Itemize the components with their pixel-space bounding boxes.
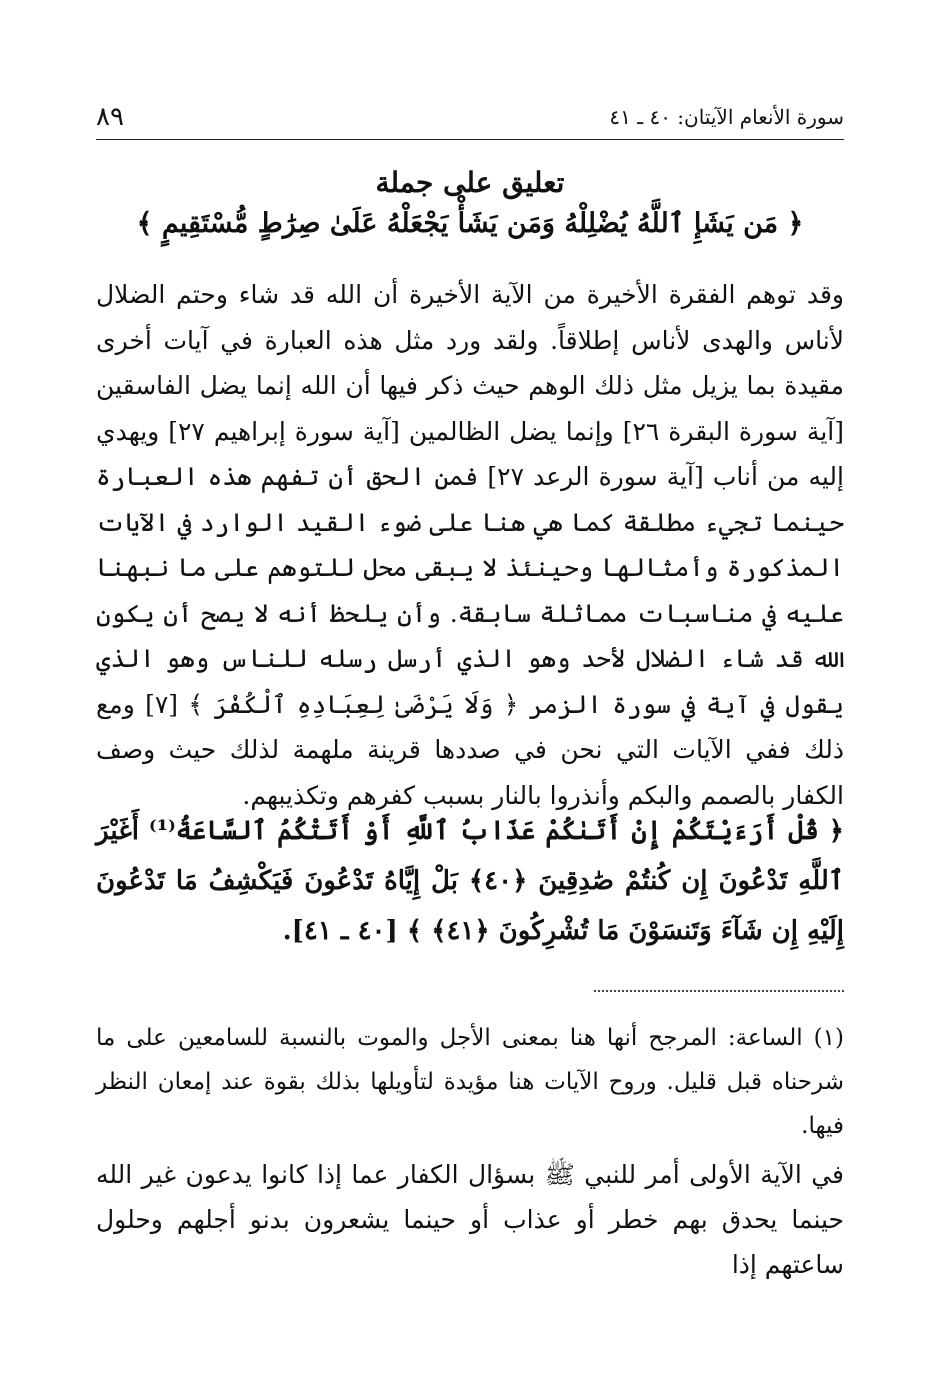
header-rule (96, 139, 844, 140)
verse-reference: [٤٠ ـ ٤١]. (282, 916, 398, 946)
running-head: سورة الأنعام الآيتان: ٤٠ ـ ٤١ (609, 105, 844, 129)
footnote-separator (594, 990, 844, 992)
footnote: (١) الساعة: المرجح أنها هنا بمعنى الأجل والموت بالنسبة للسامعين على ما شرحناه قبل قليل. وروح الآيات هنا مؤيدة لتأويلها بذلك بقوة عند إمعان النظر فيها. (96, 1025, 844, 1139)
quran-verse: ﴿ قُلْ أَرَءَيْتَكُمْ إِنْ أَتَىٰكُمْ عَذَابُ ٱللَّهِ أَوْ أَتَتْكُمُ ٱلسَّاعَةُ⁽¹⁾ أَغَيْرَ ٱللَّهِ تَدْعُونَ إِن كُنتُمْ صَٰدِقِينَ ﴿٤٠﴾ بَلْ إِيَّاهُ تَدْعُونَ فَيَكْشِفُ مَا تَدْعُونَ إِلَيْهِ إِن شَآءَ وَتَنسَوْنَ مَا تُشْرِكُونَ ﴿٤١﴾ ﴾ (96, 816, 844, 946)
section-title: تعليق على جملة (375, 166, 565, 199)
section-quote: ﴿ مَن يَشَإِ ٱللَّهُ يُضْلِلْهُ وَمَن يَشَأْ يَجْعَلْهُ عَلَىٰ صِرَٰطٍ مُّسْتَقِيمٍ ﴾ (136, 208, 804, 239)
page-header (96, 98, 844, 134)
body-paragraph: وقد توهم الفقرة الأخيرة من الآية الأخيرة أن الله قد شاء وحتم الضلال لأناس والهدى لأناس إطلاقاً. ولقد ورد مثل هذه العبارة في آيات أخرى مقيدة بما يزيل مثل ذلك الوهم حيث ذكر فيها أن الله إنما يضل الفاسقين [آية سورة البقرة ٢٦] وإنما يضل الظالمين [آية سورة إبراهيم ٢٧] ويهدي إليه من أناب [آية سورة الرعد ٢٧] فمن الحق أن تفهم هذه العبارة حينما تجيء مطلقة كما هي هنا على ضوء القيد الوارد في الآيات المذكورة وأمثالها وحينئذ لا يبقى محل للتوهم على ما نبهنا عليه في مناسبات مماثلة سابقة. وأن يلحظ أنه لا يصح أن يكون الله قد شاء الضلال لأحد وهو الذي أرسل رسله للناس وهو الذي يقول في آية في سورة الزمر ﴿ وَلَا يَرْضَىٰ لِعِبَادِهِ ٱلْكُفْرَ ﴾ [٧] ومع ذلك ففي الآيات التي نحن في صددها قرينة ملهمة لذلك حيث وصف الكفار بالصمم والبكم وأنذروا بالنار بسبب كفرهم وتكذيبهم. (96, 280, 844, 810)
quran-verse-block (96, 806, 844, 956)
closing-paragraph: في الآية الأولى أمر للنبي ﷺ بسؤال الكفار عما إذا كانوا يدعون غير الله حينما يحدق بهم خطر أو عذاب أو حينما يشعرون بدنو أجلهم وحلول ساعتهم إذا (96, 1160, 844, 1279)
page-number: ٨٩ (96, 102, 124, 132)
